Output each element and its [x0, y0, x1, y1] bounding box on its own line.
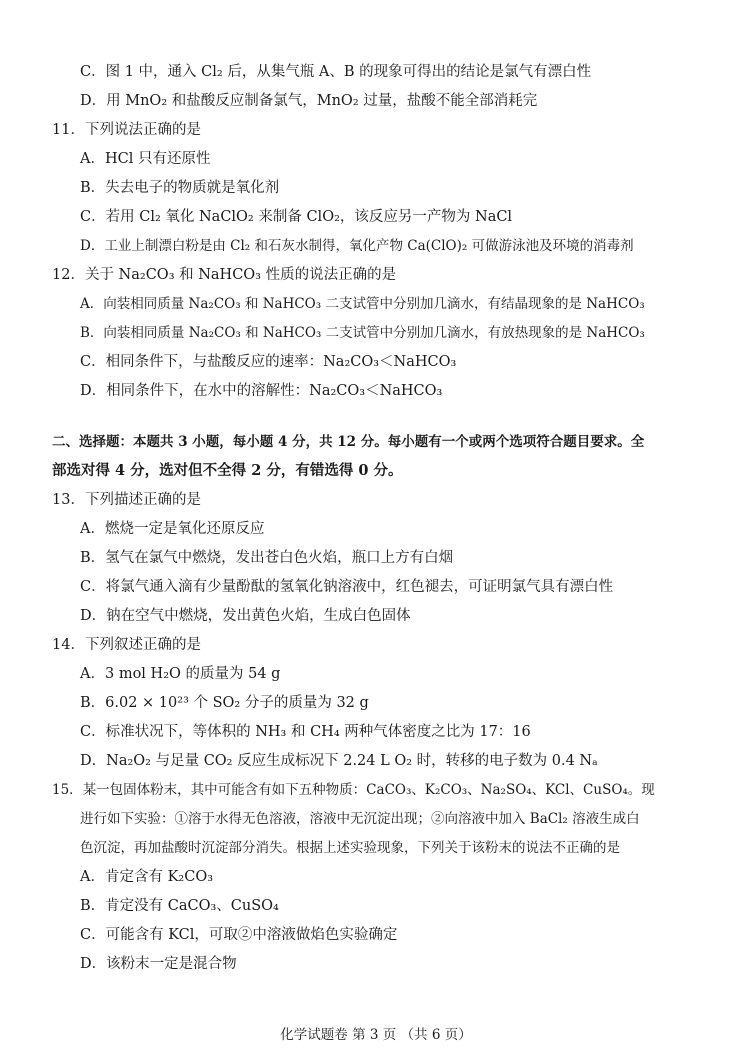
q11-option-d [80, 236, 634, 256]
q11-option-b [80, 178, 279, 198]
question-text: 下列说法正确的是 [84, 122, 201, 138]
section-2-heading-line2 [52, 461, 403, 481]
option-label: C． [80, 64, 106, 80]
question-15-stem-line3 [80, 838, 620, 858]
question-text: 色沉淀，再加盐酸时沉淀部分消失。根据上述实验现象，下列关于该粉末的说法不正确的是 [80, 840, 620, 856]
question-text: 下列叙述正确的是 [84, 637, 201, 653]
q15-option-d [80, 954, 237, 974]
option-text: 向装相同质量 Na₂CO₃ 和 NaHCO₃ 二支试管中分别加几滴水，有放热现象的是 NaHCO₃ [103, 325, 645, 341]
option-label: B． [80, 550, 106, 566]
option-text: 工业上制漂白粉是由 Cl₂ 和石灰水制得，氧化产物 Ca(ClO)₂ 可做游泳池及环境的消毒剂 [104, 238, 634, 254]
q13-option-d [80, 606, 411, 626]
option-text: 氢气在氯气中燃烧，发出苍白色火焰，瓶口上方有白烟 [105, 550, 454, 566]
option-label: C． [80, 927, 106, 943]
question-15-stem-line2 [80, 809, 640, 829]
q12-option-a [80, 294, 645, 314]
section-heading-text: 部选对得 4 分，选对但不全得 2 分，有错选得 0 分。 [52, 462, 403, 479]
question-text: 某一包固体粉末，其中可能含有如下五种物质：CaCO₃、K₂CO₃、Na₂SO₄、KCl、CuSO₄。现 [82, 782, 655, 798]
option-text: 用 MnO₂ 和盐酸反应制备氯气，MnO₂ 过量，盐酸不能全部消耗完 [106, 93, 538, 109]
option-label: A． [80, 151, 105, 167]
option-text: 肯定含有 K₂CO₃ [104, 869, 214, 885]
question-number: 13． [52, 492, 85, 508]
option-text: 向装相同质量 Na₂CO₃ 和 NaHCO₃ 二支试管中分别加几滴水，有结晶现象的是 NaHCO₃ [103, 296, 645, 312]
q13-option-a [80, 519, 264, 539]
option-label: D． [80, 753, 107, 769]
question-number: 12． [52, 267, 85, 283]
section-2-heading-line1 [52, 432, 644, 452]
option-label: B． [80, 180, 106, 196]
option-text: HCl 只有还原性 [104, 151, 211, 167]
option-label: D． [80, 238, 105, 254]
option-label: C． [80, 354, 106, 370]
option-text: 钠在空气中燃烧，发出黄色火焰，生成白色固体 [106, 608, 411, 624]
q15-option-b [80, 896, 279, 916]
question-13-stem [52, 490, 201, 510]
option-label: D． [80, 93, 107, 109]
q12-option-b [80, 323, 645, 343]
q12-option-d [80, 381, 442, 401]
option-text: 该粉末一定是混合物 [106, 956, 237, 972]
q15-option-c [80, 925, 397, 945]
option-text: 相同条件下，在水中的溶解性：Na₂CO₃＜NaHCO₃ [106, 383, 443, 399]
question-text: 进行如下实验：①溶于水得无色溶液，溶液中无沉淀出现；②向溶液中加入 BaCl₂ 溶液生成白 [80, 811, 640, 827]
option-text: 若用 Cl₂ 氧化 NaClO₂ 来制备 ClO₂，该反应另一产物为 NaCl [105, 209, 513, 225]
option-label: A． [80, 296, 104, 312]
option-label: A． [80, 666, 105, 682]
q14-option-d [80, 751, 598, 771]
q11-option-c [80, 207, 512, 227]
option-label: A． [80, 869, 105, 885]
question-11-stem [52, 120, 201, 140]
section-heading-text: 二、选择题：本题共 3 小题，每小题 4 分，共 12 分。每小题有一个或两个选项符合题目要求。全 [52, 434, 645, 450]
question-number: 15． [52, 782, 83, 798]
option-text: 标准状况下，等体积的 NH₃ 和 CH₄ 两种气体密度之比为 17：16 [105, 724, 531, 740]
q14-option-c [80, 722, 531, 742]
option-text: 失去电子的物质就是氧化剂 [105, 180, 280, 196]
option-label: D． [80, 608, 107, 624]
option-text: 相同条件下，与盐酸反应的速率：Na₂CO₃＜NaHCO₃ [105, 354, 457, 370]
q15-option-a [80, 867, 213, 887]
option-label: C． [80, 209, 106, 225]
q14-option-b [80, 693, 369, 713]
option-text: 6.02 × 10²³ 个 SO₂ 分子的质量为 32 g [105, 695, 369, 711]
q11-option-a [80, 149, 210, 169]
question-text: 下列描述正确的是 [84, 492, 201, 508]
option-label: A． [80, 521, 105, 537]
question-15-stem-line1 [52, 780, 655, 800]
option-text: 肯定没有 CaCO₃、CuSO₄ [105, 898, 279, 914]
q10-option-d [80, 91, 537, 111]
option-label: D． [80, 383, 107, 399]
option-text: 3 mol H₂O 的质量为 54 g [104, 666, 281, 682]
q13-option-b [80, 548, 453, 568]
question-number: 11． [52, 122, 85, 138]
q14-option-a [80, 664, 280, 684]
option-text: 将氯气通入滴有少量酚酞的氢氧化钠溶液中，红色褪去，可证明氯气具有漂白性 [105, 579, 614, 595]
q12-option-c [80, 352, 456, 372]
question-text: 关于 Na₂CO₃ 和 NaHCO₃ 性质的说法正确的是 [84, 267, 397, 283]
q13-option-c [80, 577, 613, 597]
option-label: B． [80, 695, 106, 711]
option-text: 可能含有 KCl，可取②中溶液做焰色实验确定 [105, 927, 398, 943]
option-text: 燃烧一定是氧化还原反应 [104, 521, 265, 537]
option-label: B． [80, 325, 104, 341]
option-text: 图 1 中，通入 Cl₂ 后，从集气瓶 A、B 的现象可得出的结论是氯气有漂白性 [105, 64, 592, 80]
option-label: C． [80, 579, 106, 595]
question-12-stem [52, 265, 396, 285]
option-label: D． [80, 956, 107, 972]
question-14-stem [52, 635, 201, 655]
option-label: B． [80, 898, 106, 914]
q10-option-c [80, 62, 591, 82]
page-footer: 化学试题卷 第 3 页 （共 6 页） [280, 1027, 472, 1043]
question-number: 14． [52, 637, 85, 653]
option-label: C． [80, 724, 106, 740]
option-text: Na₂O₂ 与足量 CO₂ 反应生成标况下 2.24 L O₂ 时，转移的电子数为 0.4 Nₐ [106, 753, 598, 769]
